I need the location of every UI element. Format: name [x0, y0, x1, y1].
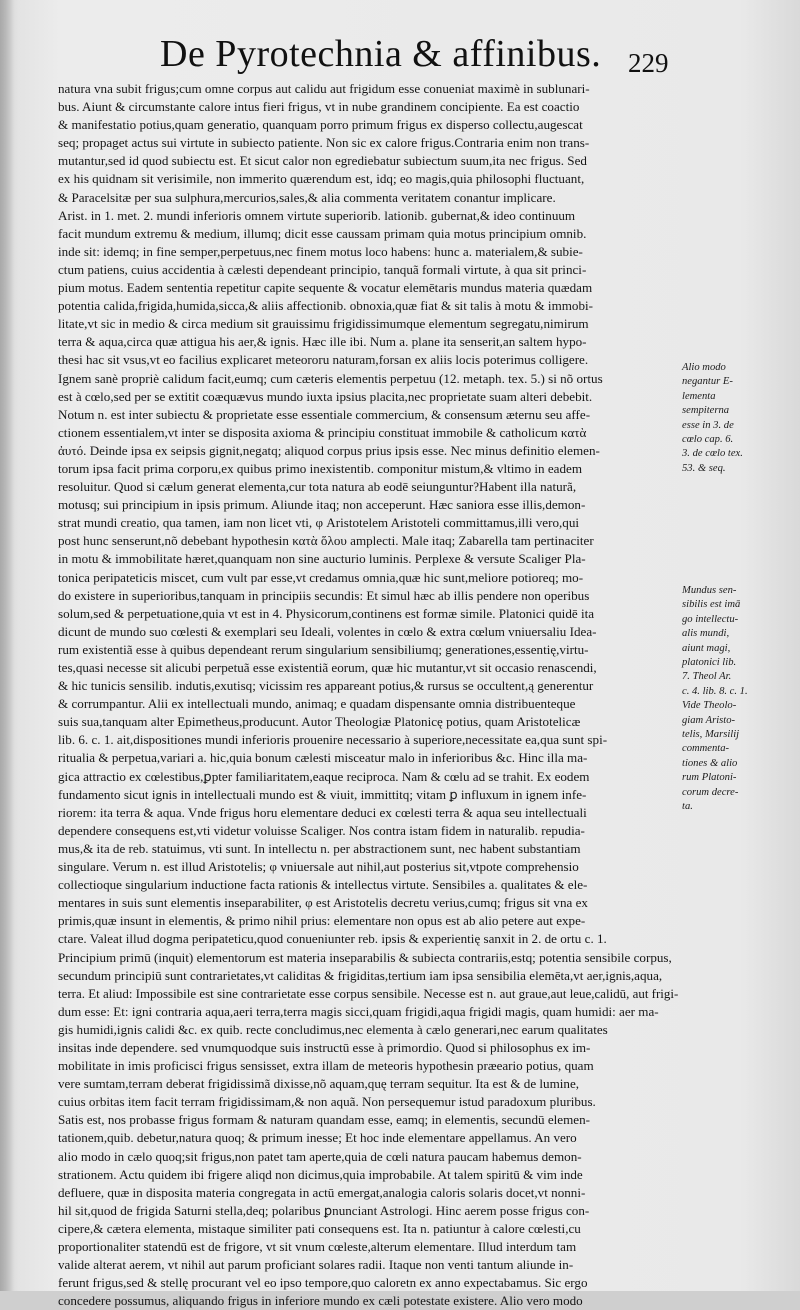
- text-line: ex his quidnam sit verisimile, non immerito quærendum est, idq; eo magis,quia philosophi fluctuant,: [58, 171, 585, 187]
- text-line: terra & aqua,circa quæ attigua his aer,& ignis. Hæc ille ibi. Num a. plane ita senserit,an saltem hypo-: [58, 334, 587, 350]
- text-line: alio modo in cælo quoq;sit frigus,non patet tam aperte,quia de cœli natura paucam habemus demon-: [58, 1148, 582, 1164]
- text-line: Principium primū (inquit) elementorum est materia inseparabilis & subiecta contrariis,estq; potentia sensibile corpus,: [58, 949, 672, 965]
- running-title: De Pyrotechnia & affinibus.: [160, 33, 602, 75]
- text-line: gis humidi,ignis calidi &c. ex quib. recte concludimus,nec elementa à cælo generari,nec earum qualitates: [58, 1021, 608, 1037]
- text-line: Ignem sanè propriè calidum facit,eumq; cum cæteris elementis perpetuu (12. metaph. tex. 5.) si nõ ortus: [58, 370, 603, 386]
- text-line: terra. Et aliud: Impossibile est sine contrarietate esse corpus sensibile. Necesse est n. aut graue,aut leue,calidū, aut frigi-: [58, 985, 679, 1001]
- text-line: facit mundum extremu & medium, illumq; dicit esse caussam primam quia motus principium omnib.: [58, 225, 587, 241]
- text-line: dum esse: Et: igni contraria aqua,aeri terra,terra magis sicci,quam frigidi,aqua frigidi magis, quam humidi: aer ma-: [58, 1003, 659, 1019]
- text-line: ἀυτό. Deinde ipsa ex seipsis gignit,negatq; aliquod corpus prius ipsis esse. Nec minus definitio elemen-: [58, 442, 600, 458]
- text-line: mus,& ita de reb. statuimus, vti sunt. In intellectu n. per abstractionem sunt, nec habent substantiam: [58, 840, 581, 856]
- text-line: strationem. Actu quidem ibi frigere aliqd non dicimus,quia improbabile. At talem spiritū & vim inde: [58, 1166, 583, 1182]
- text-line: strat mundi creatio, qua tamen, iam non licet vti, φ Aristotelem Aristoteli committamus,illi vero,qui: [58, 515, 580, 531]
- text-line: & Paracelsitæ per sua sulphura,mercurios,sales,& alia commenta veritatem conantur implicare.: [58, 189, 556, 205]
- text-line: insitas inde dependere. sed vnumquodque suis instructū esse à primordio. Quod si philosophus ex im-: [58, 1039, 591, 1055]
- text-line: Satis est, nos probasse frigus formam & naturam quandam esse, eamq; in elementis, secundū elemen-: [58, 1112, 590, 1128]
- text-line: mutantur,sed id quod subiectu est. Et sicut calor non egrediebatur subiectum suum,ita nec frigus. Sed: [58, 153, 587, 169]
- text-line: dicunt de mundo suo cœlesti & exemplari seu Ideali, volentes in cœlo & extra cœlum vniuersaliu Idea-: [58, 623, 597, 639]
- margin-note-line: commenta-: [682, 743, 730, 755]
- margin-note-alio-modo: [682, 361, 792, 476]
- text-line: cuius orbitas item facit terram frigidissimam,& non aquã. Non persequemur istud paradoxum pluribus.: [58, 1094, 596, 1110]
- text-line: inde sit: idemq; in fine semper,perpetuus,nec finem motus loco habens: hunc a. materialem,& subie-: [58, 243, 583, 259]
- text-line: post hunc senserunt,nõ debebant hypothesin κατὰ ὅλου amplecti. Male itaq; Zabarella tam pertinaciter: [58, 533, 594, 549]
- text-line: do existere in superioribus,tanquam in principiis secundis: Et simul hæc ab illis pendere non operibus: [58, 587, 590, 603]
- margin-note-line: aiunt magi,: [682, 642, 731, 654]
- margin-note-line: sibilis est imā: [682, 599, 741, 611]
- text-line: est à cœlo,sed per se extitit coæquævus mundo iuxta ipsius placita,nec proprietate suam alteri debebit.: [58, 388, 593, 404]
- margin-note-line: giam Aristo-: [682, 714, 736, 726]
- text-line: dependere consequens est,vti videtur voluisse Scaliger. Nos contra istam fidem in naturalib. repudia-: [58, 822, 585, 838]
- text-line: proportionaliter statendū est de frigore, vt sit vnum cœleste,alterum elementare. Illud interdum tam: [58, 1239, 577, 1254]
- page-header: [0, 30, 800, 84]
- text-line: valide alterat aerem, vt nihil aut parum proficiant solares radii. Itaque non venti tantum aliunde in-: [58, 1257, 574, 1273]
- binding-shadow: [0, 0, 14, 1291]
- text-line: litate,vt sic in medio & circa medium sit grauissimu frigidissimumque elementum segregatu,nimirum: [58, 316, 589, 332]
- text-line: hil sit,quod de frigida Saturni stella,deq; polaribus ꝑnunciant Astrologi. Hinc aerem posse frigus con-: [58, 1202, 590, 1218]
- text-line: gica attractio ex cœlestibus,ꝑpter familiaritatem,eaque reciproca. Nam & cœlu ad se trahit. Ex eodem: [58, 768, 590, 784]
- margin-note-line: 53. & seq.: [682, 462, 726, 474]
- page-number: 229: [628, 48, 669, 78]
- text-line: solum,sed & perpetuatione,quia vt est in 4. Physicorum,continens est formæ simile. Platonici quidē ita: [58, 605, 595, 621]
- text-line: singulare. Verum n. est illud Aristotelis; φ vniuersale aut nihil,aut posterius sit,vtpote comprehensio: [58, 859, 579, 875]
- text-line: lib. 6. c. 1. ait,dispositiones mundi inferioris prouenire necessario à superiore,necessitate ea,qua sunt spi-: [58, 732, 608, 748]
- text-line: motusq; sui principium in ipsis primum. Aliunde itaq; non acceperunt. Hæc saniora esse illis,demon-: [58, 497, 586, 513]
- text-line: in motu & immobilitate hæret,quanquam non sine aucturio luminis. Perplexe & versute Scaliger Pla-: [58, 551, 586, 567]
- text-line: tes,quasi necesse sit alicubi perpetuã esse existentiã eorum, quæ hic mutantur,vt sit occasio renascendi,: [58, 660, 597, 675]
- text-line: primis,quæ insunt in elementis, & primo nihil prius: elementare non opus est ab alio petere aut expe-: [58, 913, 586, 929]
- text-line: ctum patiens, cuius accidentia à cælesti dependeant principio, tanquã formali virtute, à qua sit princi-: [58, 261, 587, 277]
- text-line: tationem,quib. debetur,natura quoq; & primum inesse; Et hoc inde elementare appellamus. An vero: [58, 1130, 577, 1146]
- text-line: fundamento sicut ignis in intellectuali mundo est & viuit, immittitq; vitam ꝑ influxum in ignem infe-: [58, 786, 587, 802]
- margin-note-line: alis mundi,: [682, 628, 730, 640]
- margin-note-line: corum decre-: [682, 786, 739, 798]
- margin-note-line: rum Platoni-: [682, 772, 737, 784]
- text-line: seq; propaget actus sui virtute in subiecto patiente. Non sic ex calore frigus.Contraria enim non trans-: [58, 135, 590, 151]
- text-line: ferunt frigus,sed & stellę procurant vel eo ipso tempore,quo caloretn ex anno expectabamus. Sic ergo: [58, 1275, 588, 1291]
- text-line: riorem: ita terra & aqua. Vnde frigus horu elementare deduci ex cœlesti terra & aqua seu intellectuali: [58, 804, 587, 820]
- margin-note-line: platonici lib.: [682, 657, 737, 669]
- text-line: Arist. in 1. met. 2. mundi inferioris omnem virtute superiorib. lationib. gubernat,& ideo continuum: [58, 207, 576, 223]
- margin-note-line: cœlo cap. 6.: [682, 434, 734, 446]
- margin-note-line: c. 4. lib. 8. c. 1.: [682, 685, 748, 697]
- text-line: pium motus. Eadem sententia repetitur capite sequente & vocatur elemētaris mundus materia quædam: [58, 280, 593, 296]
- text-line: concedere possumus, aliquando frigus in inferiore mundo ex cæli potestate existere. Alio vero modo: [58, 1293, 583, 1309]
- margin-note-line: Mundus sen-: [682, 585, 737, 596]
- margin-note-line: negantur E-: [682, 376, 733, 388]
- margin-note-line: telis, Marsilij: [682, 729, 740, 741]
- text-line: collectioque singularium inductione facta rationis & intellectus virtute. Sensibiles a. qualitates & ele-: [58, 877, 588, 893]
- text-line: vere sumtam,terram deberat frigidissimã dixisse,nõ aquam,quę terram sequitur. Ita est & de lumine,: [58, 1076, 580, 1092]
- text-line: thesi hac sit vsus,vt eo facilius explicaret meteororu naturam,forsan ex aliis locis poterimus colligere.: [58, 352, 589, 368]
- text-line: cipere,& cætera elementa, mistaque similiter pati consequens est. Ita n. patiuntur à calore cœlesti,cu: [58, 1220, 581, 1236]
- text-line: resoluitur. Quod si cælum generat elementa,cur tota natura ab eodē seiunguntur?Habent illa naturã,: [58, 479, 577, 495]
- text-line: Notum n. est inter subiectu & proprietate esse essentiale commercium, & consensum æternu seu affe-: [58, 406, 591, 422]
- text-line: ctare. Valeat illud dogma peripateticu,quod conueniunter reb. ipsis & experientię sanxit in 2. de ortu c. 1.: [58, 931, 607, 947]
- margin-note-line: Alio modo: [682, 362, 726, 373]
- text-line: torum ipsa facit prima corporu,ex quibus primo inexistentib. componitur mistum,& vltimo in eadem: [58, 460, 583, 476]
- main-text-block: [58, 80, 678, 1310]
- text-line: & manifestatio potius,quam generatio, quanquam porro primum frigus ex disperso collectu,augescat: [58, 117, 583, 133]
- text-line: mobilitate in imis proficisci frigus sensisset, extra illam de meteoris hypothesin præeario potius, quam: [58, 1058, 594, 1074]
- margin-note-line: ta.: [682, 801, 693, 813]
- text-line: potentia calida,frigida,humida,sicca,& aliis affectionib. obnoxia,quæ fiat & sit talis à motu & immobi-: [58, 298, 594, 314]
- text-line: natura vna subit frigus;cum omne corpus aut calidu aut frigidum esse conueniat maximè in sublunari-: [58, 81, 590, 96]
- text-line: suis sua,tanquam alter Epimetheus,producunt. Autor Theologiæ Platonicę potius, quam Aristotelicæ: [58, 714, 581, 730]
- text-line: mentares in suis sunt elementis inseparabiliter, φ est Aristotelis decretu verius,cumq; frigus sit vna ex: [58, 895, 588, 911]
- text-line: ritualia & perpetua,variari a. hic,quia bonum cælesti misceatur malo in inferioribus &c. Hinc illa ma-: [58, 750, 588, 766]
- text-line: & corrumpantur. Alii ex intellectuali mundo, animaq; e quadam dispensante omnia distribuenteque: [58, 696, 576, 712]
- margin-note-line: go intellectu-: [682, 613, 739, 625]
- margin-note-line: 7. Theol Ar.: [682, 671, 732, 683]
- text-line: ctionem essentialem,vt inter se disposita axioma & principiu constituat immobile & catholicum κατὰ: [58, 424, 587, 440]
- text-line: & hic tunicis sensilib. indutis,exutisq; vicissim res appareant potius,& rursus se occultent,ą generentur: [58, 678, 594, 694]
- margin-note-line: esse in 3. de: [682, 419, 734, 431]
- text-line: rum existentiã esse à quibus dependeant rerum singularium sensibiliumq; generationes,essentię,virtu-: [58, 641, 589, 657]
- text-line: secundum principiū sunt contrarietates,vt caliditas & frigiditas,tertium iam ipsa sensibilia elemēta,vt aer,ignis,aqua,: [58, 967, 663, 983]
- margin-note-mundus-sensibilis: [682, 584, 792, 815]
- margin-note-line: lementa: [682, 390, 716, 402]
- text-line: tonica peripateticis miscet, cum vult par esse,vt credamus omnia,quæ hic sunt,meliore potioreq; mo-: [58, 569, 584, 585]
- text-line: bus. Aiunt & circumstante calore intus fieri frigus, vt in nube grandinem concipiente. Ea est coactio: [58, 99, 580, 115]
- margin-note-line: sempiterna: [682, 405, 730, 417]
- margin-note-line: Vide Theolo-: [682, 700, 737, 712]
- margin-note-line: 3. de cœlo tex.: [682, 448, 743, 460]
- margin-note-line: tiones & alio: [682, 757, 738, 769]
- text-line: defluere, quæ in disposita materia congregata in actū emergat,analogia caloris solaris docet,vt nonni-: [58, 1184, 586, 1200]
